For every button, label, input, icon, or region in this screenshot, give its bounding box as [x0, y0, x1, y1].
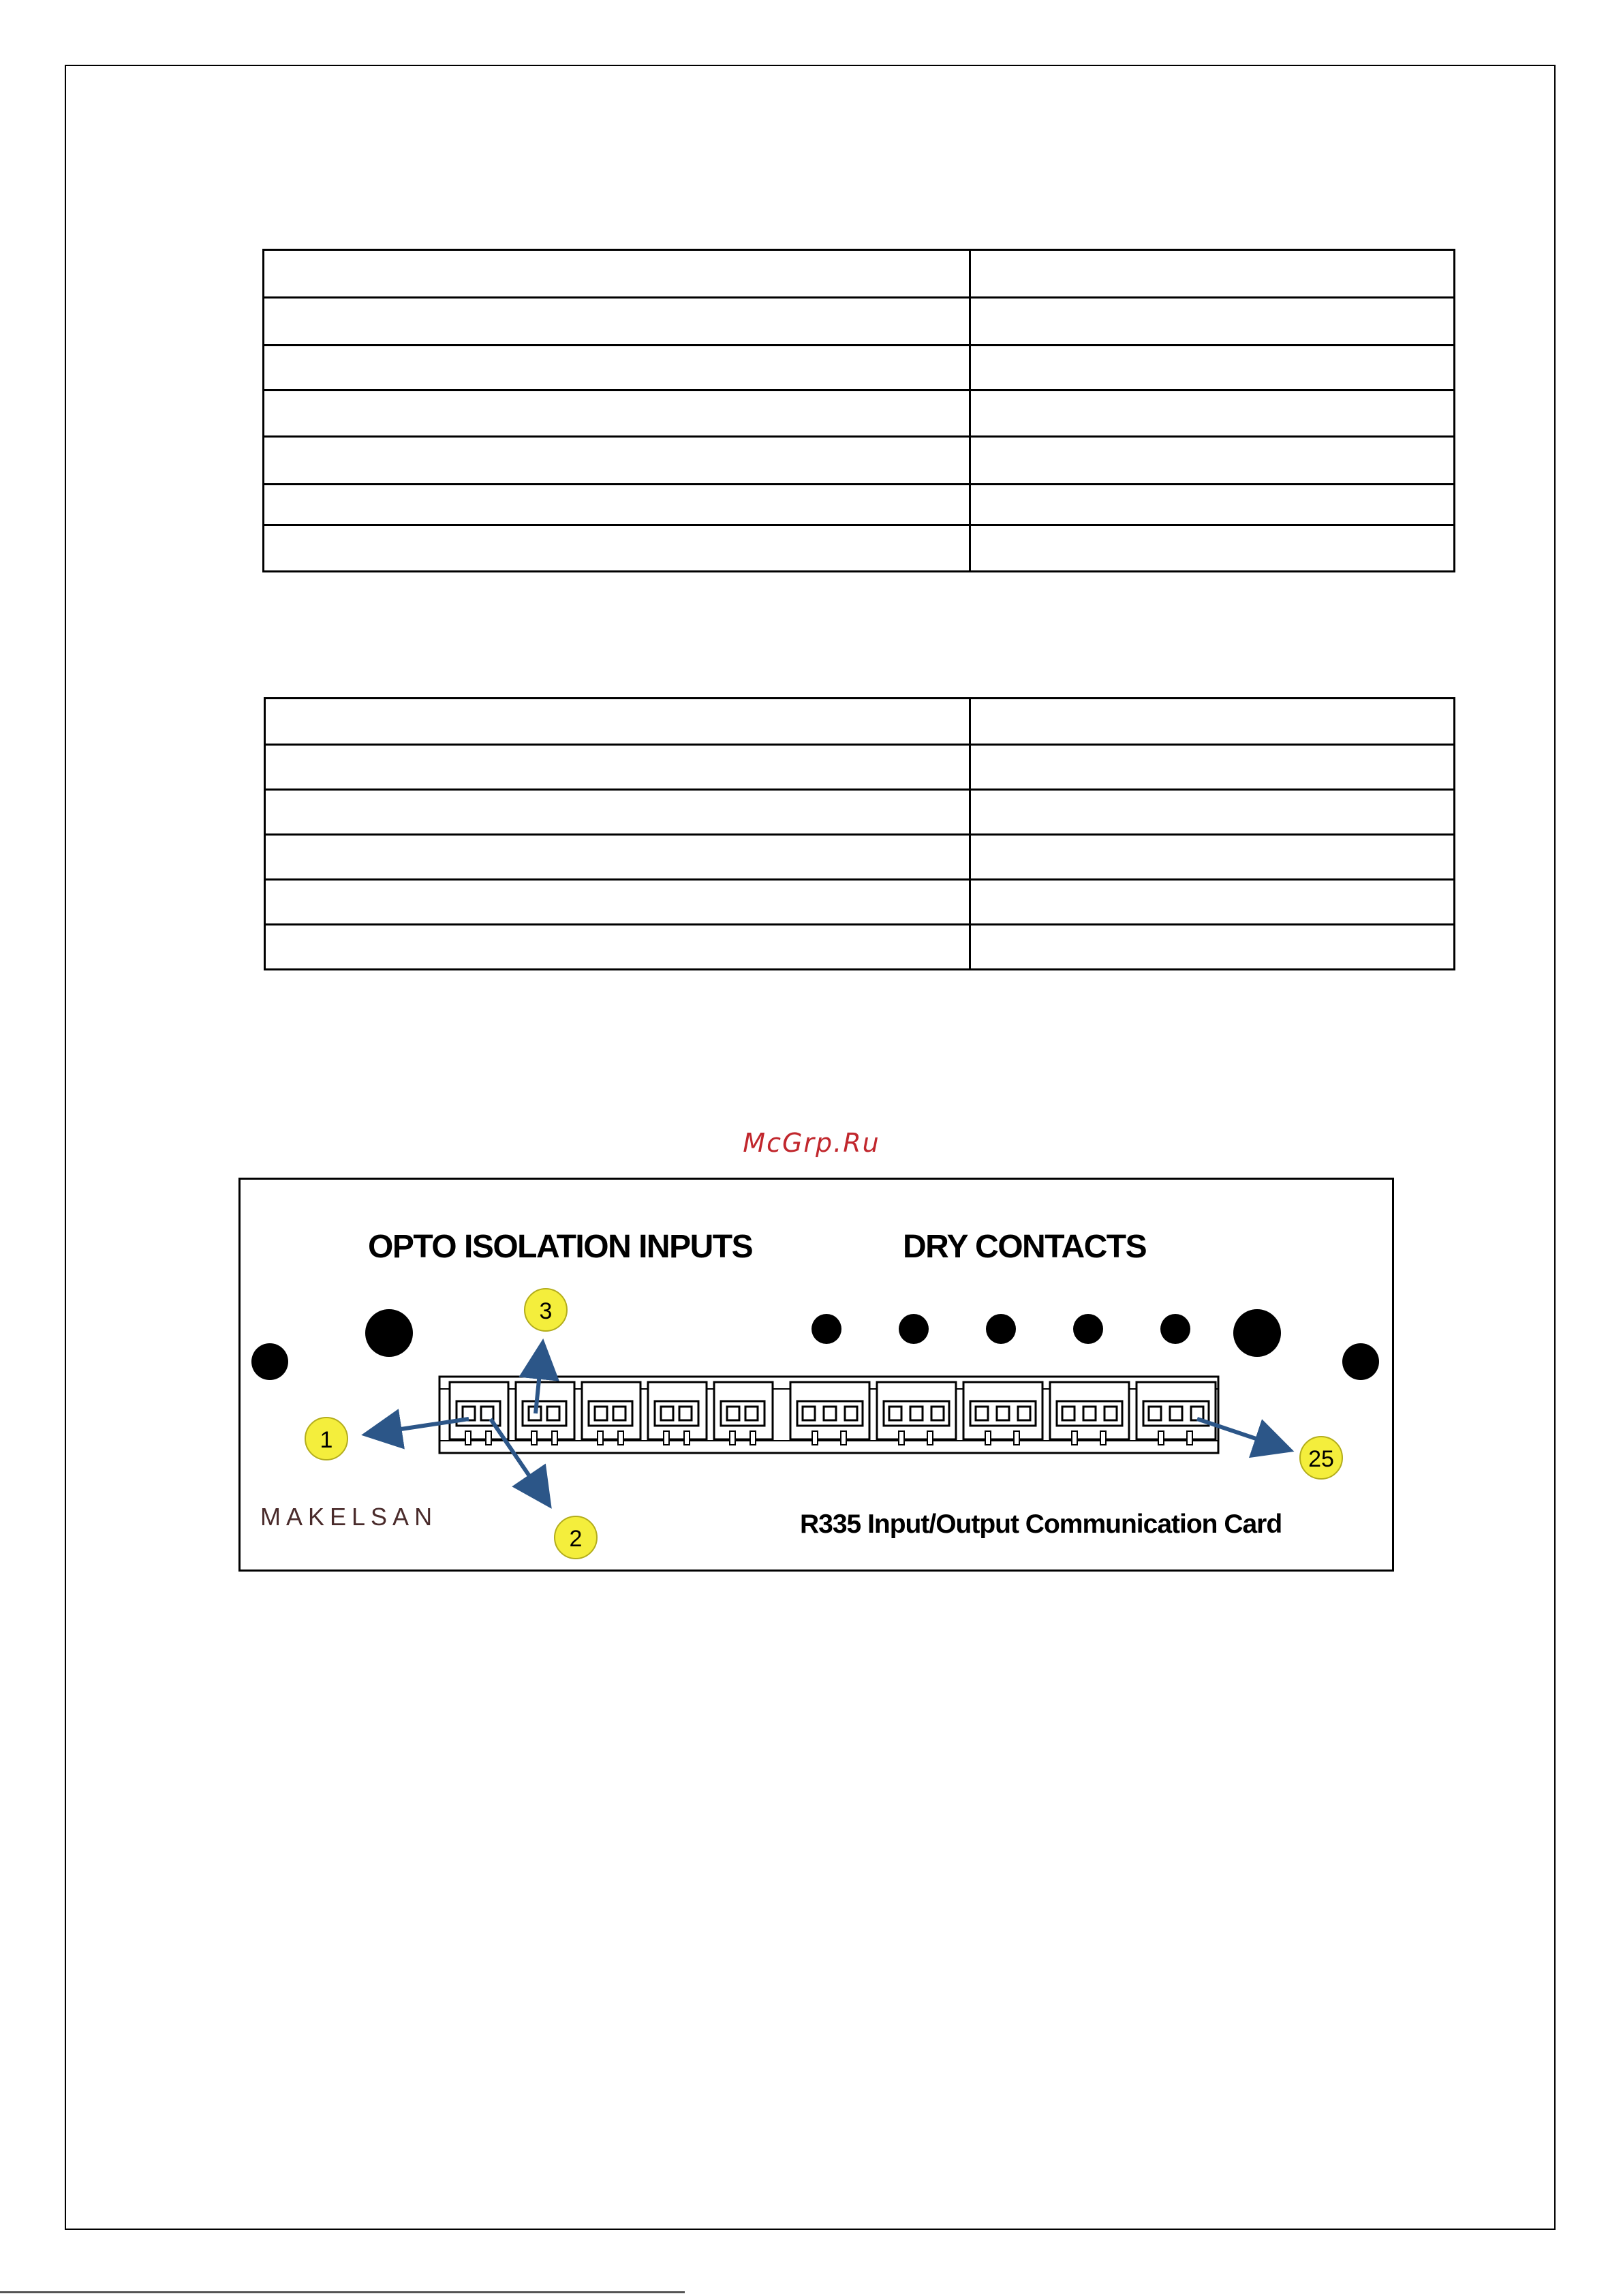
makelsan-logo: MAKELSAN	[260, 1503, 438, 1531]
table-cell	[970, 925, 1455, 970]
table-cell	[970, 880, 1455, 925]
spec-table-1	[262, 249, 1455, 572]
mounting-hole-left	[251, 1343, 288, 1380]
dry-contacts-label: DRY CONTACTS	[903, 1229, 1147, 1265]
connector-opto-5	[714, 1382, 773, 1445]
table-cell	[970, 346, 1455, 391]
table-cell	[265, 790, 970, 835]
table-row	[265, 699, 1455, 745]
screw-right	[1233, 1309, 1281, 1357]
table-row	[264, 346, 1455, 391]
table-row	[264, 298, 1455, 346]
status-led	[1160, 1314, 1190, 1344]
table-cell	[265, 925, 970, 970]
table-cell	[265, 835, 970, 880]
table-cell	[970, 485, 1455, 525]
table-row	[264, 485, 1455, 525]
table-row	[264, 250, 1455, 298]
card-title: R335 Input/Output Communication Card	[800, 1510, 1282, 1539]
connector-opto-3	[582, 1382, 640, 1445]
table-cell	[970, 835, 1455, 880]
table-cell	[265, 699, 970, 745]
connector-dry-3	[963, 1382, 1042, 1445]
status-led	[812, 1314, 841, 1344]
connector-dry-4	[1050, 1382, 1129, 1445]
table-cell	[970, 298, 1455, 346]
watermark: McGrp.Ru	[743, 1128, 880, 1158]
connector-dry-5	[1137, 1382, 1216, 1445]
table-cell	[970, 391, 1455, 437]
connector-dry-1	[790, 1382, 869, 1445]
table-cell	[264, 485, 970, 525]
callout-label-2: 2	[569, 1526, 583, 1552]
table-row	[265, 790, 1455, 835]
table-cell	[264, 298, 970, 346]
table-cell	[970, 437, 1455, 485]
table-cell	[264, 525, 970, 572]
table-row	[264, 437, 1455, 485]
screw-left	[365, 1309, 413, 1357]
callout-label-25: 25	[1308, 1446, 1334, 1472]
table-cell	[970, 525, 1455, 572]
callout-label-1: 1	[320, 1427, 333, 1453]
connector-opto-2	[516, 1382, 574, 1445]
connector-dry-2	[877, 1382, 956, 1445]
table-row	[265, 745, 1455, 790]
spec-table-2	[264, 697, 1455, 970]
connector-opto-4	[648, 1382, 707, 1445]
footer-rule	[0, 2291, 685, 2293]
table-cell	[265, 880, 970, 925]
io-card-diagram	[238, 1178, 1394, 1572]
table-row	[265, 835, 1455, 880]
table-cell	[264, 250, 970, 298]
table-row	[264, 391, 1455, 437]
table-row	[264, 525, 1455, 572]
table-cell	[264, 346, 970, 391]
table-cell	[970, 745, 1455, 790]
table-row	[265, 880, 1455, 925]
table-cell	[970, 699, 1455, 745]
table-cell	[970, 250, 1455, 298]
callout-label-3: 3	[539, 1298, 553, 1324]
table-cell	[265, 745, 970, 790]
table-cell	[970, 790, 1455, 835]
status-led	[1073, 1314, 1103, 1344]
table-cell	[264, 391, 970, 437]
status-led	[899, 1314, 929, 1344]
opto-inputs-label: OPTO ISOLATION INPUTS	[368, 1229, 753, 1265]
table-cell	[264, 437, 970, 485]
status-led	[986, 1314, 1016, 1344]
mounting-hole-right	[1342, 1343, 1379, 1380]
table-row	[265, 925, 1455, 970]
